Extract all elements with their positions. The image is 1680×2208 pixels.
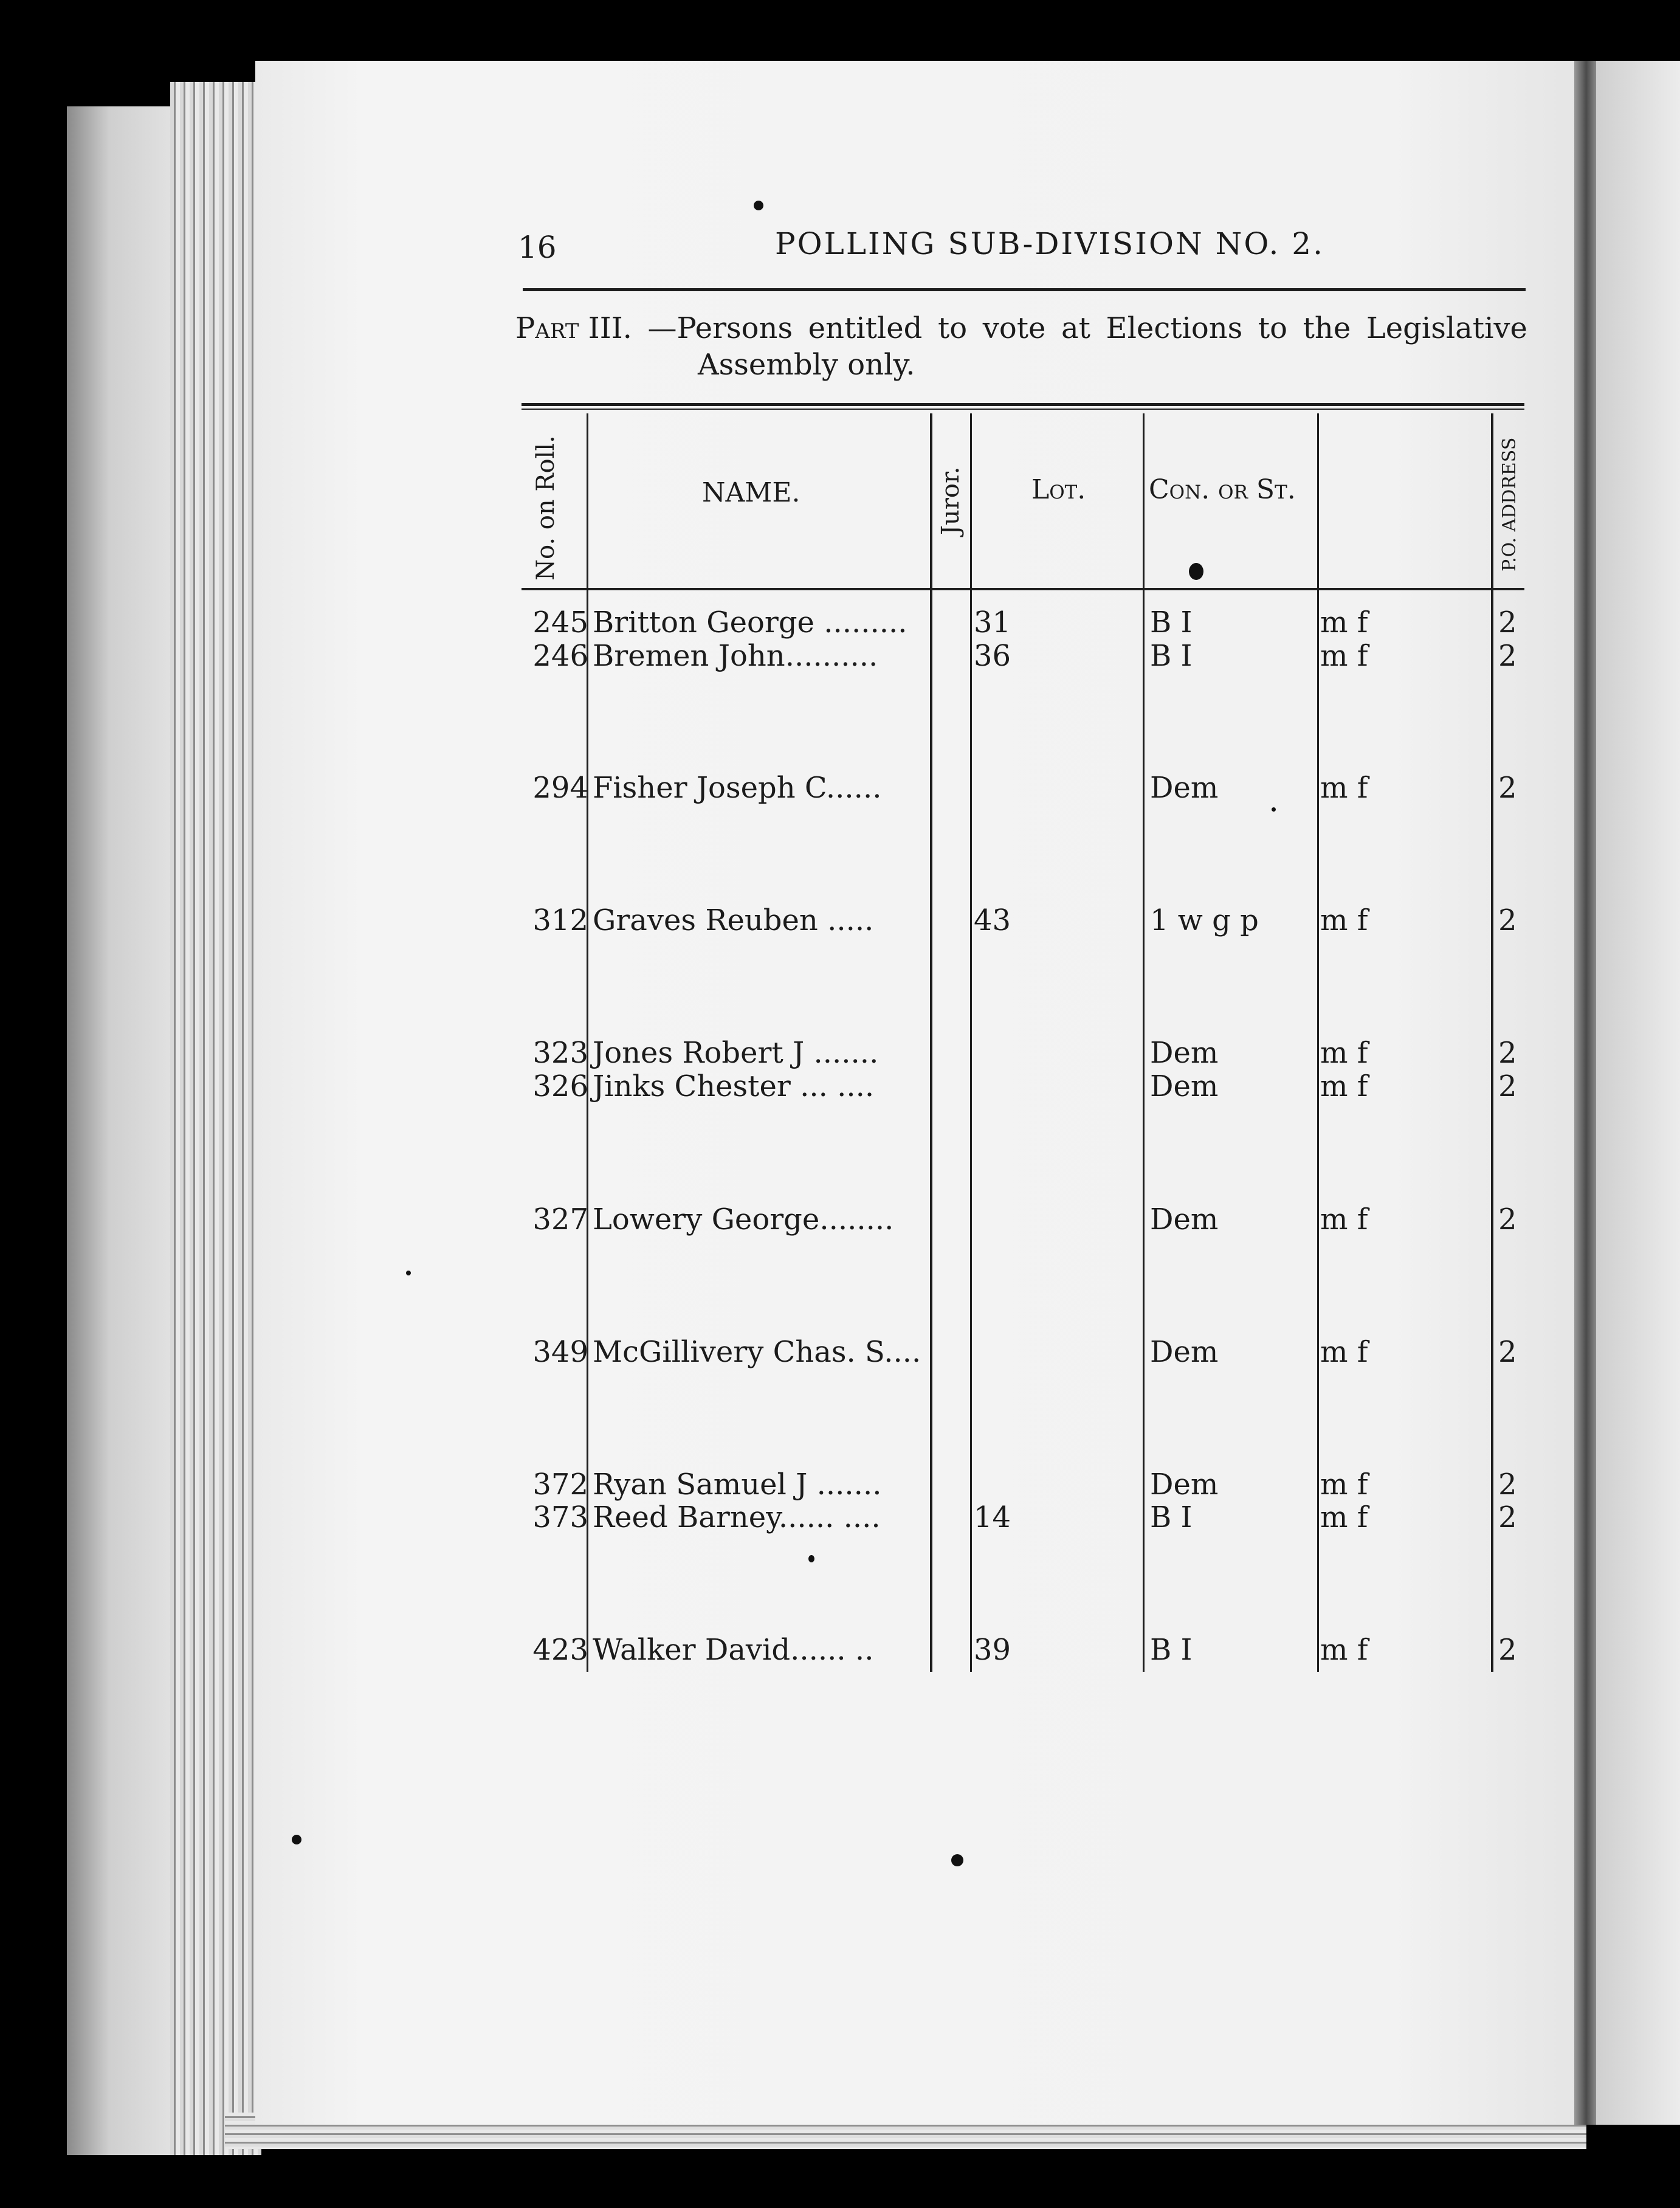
voter-name: Graves Reuben ..... — [593, 903, 874, 937]
concession: Dem — [1150, 1069, 1219, 1103]
roll-number: 312 — [532, 903, 588, 937]
roll-number: 326 — [532, 1069, 588, 1103]
lot-number: 36 — [974, 639, 1011, 673]
concession: B I — [1150, 1633, 1193, 1667]
facing-page-edge — [1596, 61, 1680, 2125]
po-address: 2 — [1498, 1335, 1517, 1369]
concession: Dem — [1150, 771, 1219, 805]
voter-name: Lowery George........ — [593, 1202, 894, 1237]
voter-name: Jinks Chester ... .... — [593, 1069, 875, 1103]
lot-number: 31 — [974, 605, 1011, 640]
table-top-rule — [522, 403, 1524, 406]
col-divider — [970, 413, 972, 1672]
part-label: Part III. — [515, 311, 632, 345]
roll-number: 373 — [532, 1500, 588, 1534]
qualification: m f — [1320, 1069, 1368, 1103]
part-word: —Persons — [647, 311, 793, 345]
voter-name: Ryan Samuel J ....... — [593, 1468, 882, 1502]
qualification: m f — [1320, 639, 1368, 673]
part-word: Elections — [1106, 311, 1243, 345]
voter-name: Reed Barney...... .... — [593, 1500, 881, 1534]
ink-speck — [1272, 807, 1276, 812]
concession: B I — [1150, 1500, 1193, 1534]
voter-name: Britton George ......... — [593, 605, 907, 640]
page-number: 16 — [518, 230, 557, 265]
qualification: m f — [1320, 1335, 1368, 1369]
ink-speck — [754, 201, 763, 210]
po-address: 2 — [1498, 903, 1517, 937]
binding-gutter — [1574, 61, 1596, 2125]
col-head-con-or-st: Con. or St. — [1149, 474, 1296, 505]
col-head-juror: Juror. — [937, 466, 965, 535]
part-heading-line1 — [515, 311, 1527, 345]
document-page — [255, 61, 1592, 2125]
roll-number: 246 — [532, 639, 588, 673]
col-divider — [1143, 413, 1145, 1672]
part-word: Legislative — [1366, 311, 1527, 345]
qualification: m f — [1320, 1633, 1368, 1667]
lot-number: 39 — [974, 1633, 1011, 1667]
po-address: 2 — [1498, 1500, 1517, 1534]
roll-number: 349 — [532, 1335, 588, 1369]
running-head: POLLING SUB-DIVISION NO. 2. — [775, 226, 1324, 261]
col-head-name: NAME. — [702, 477, 800, 508]
qualification: m f — [1320, 771, 1368, 805]
qualification: m f — [1320, 605, 1368, 640]
part-word: entitled — [808, 311, 923, 345]
qualification: m f — [1320, 1036, 1368, 1070]
roll-number: 423 — [532, 1633, 588, 1667]
page-edges — [170, 82, 261, 2155]
po-address: 2 — [1498, 1468, 1517, 1502]
part-word: the — [1303, 311, 1351, 345]
part-word: vote — [982, 311, 1046, 345]
part-word: at — [1061, 311, 1090, 345]
ink-speck — [1189, 563, 1203, 580]
concession: Dem — [1150, 1202, 1219, 1237]
voter-name: Bremen John.......... — [593, 639, 878, 673]
ink-speck — [951, 1854, 963, 1866]
voter-name: Fisher Joseph C...... — [593, 771, 882, 805]
part-word: to — [1258, 311, 1288, 345]
roll-number: 327 — [532, 1202, 588, 1237]
voter-name: Walker David...... .. — [593, 1633, 874, 1667]
voter-name: McGillivery Chas. S.... — [593, 1335, 921, 1369]
lot-number: 43 — [974, 903, 1011, 937]
concession: Dem — [1150, 1468, 1219, 1502]
po-address: 2 — [1498, 1202, 1517, 1237]
lot-number: 14 — [974, 1500, 1011, 1534]
concession: 1 w g p — [1150, 903, 1259, 937]
roll-number: 372 — [532, 1468, 588, 1502]
col-head-no-on-roll: No. on Roll. — [532, 435, 560, 581]
po-address: 2 — [1498, 1633, 1517, 1667]
col-divider — [930, 413, 932, 1672]
concession: Dem — [1150, 1335, 1219, 1369]
po-address: 2 — [1498, 605, 1517, 640]
qualification: m f — [1320, 1202, 1368, 1237]
header-rule — [523, 288, 1526, 291]
col-divider — [1317, 413, 1319, 1672]
col-divider — [1491, 413, 1493, 1672]
concession: B I — [1150, 605, 1193, 640]
roll-number: 323 — [532, 1036, 588, 1070]
po-address: 2 — [1498, 639, 1517, 673]
concession: Dem — [1150, 1036, 1219, 1070]
ink-speck — [808, 1555, 814, 1562]
roll-number: 245 — [532, 605, 588, 640]
col-head-lot: Lot. — [1031, 474, 1086, 505]
qualification: m f — [1320, 1468, 1368, 1502]
part-heading-line2: Assembly only. — [698, 348, 915, 382]
qualification: m f — [1320, 1500, 1368, 1534]
roll-number: 294 — [532, 771, 588, 805]
ink-speck — [406, 1271, 411, 1275]
po-address: 2 — [1498, 1036, 1517, 1070]
header-bottom-rule — [522, 588, 1524, 590]
table-top-rule-thin — [522, 409, 1524, 410]
po-address: 2 — [1498, 771, 1517, 805]
part-word: to — [937, 311, 968, 345]
voter-name: Jones Robert J ....... — [593, 1036, 879, 1070]
ink-speck — [292, 1835, 301, 1844]
qualification: m f — [1320, 903, 1368, 937]
concession: B I — [1150, 639, 1193, 673]
po-address: 2 — [1498, 1069, 1517, 1103]
col-head-po-address: P.O. ADDRESS — [1499, 437, 1520, 571]
